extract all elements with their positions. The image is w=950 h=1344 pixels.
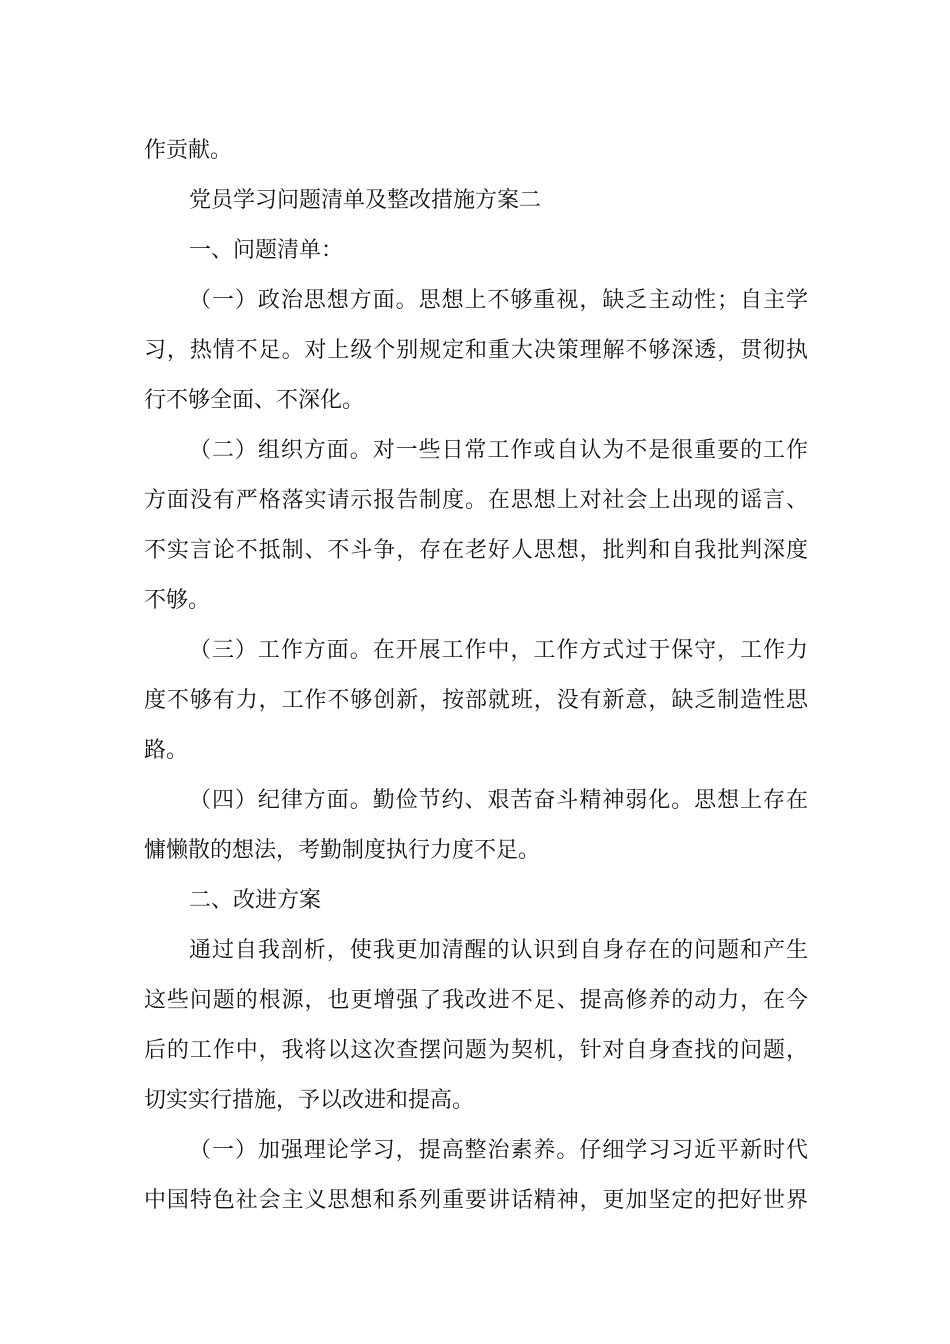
text-line-7: （二）组织方面。对一些日常工作或自认为不是很重要的工作 (189, 438, 808, 463)
text-line-12: 度不够有力，工作不够创新，按部就班，没有新意，缺乏制造性思 (144, 688, 808, 713)
text-line-14: （四）纪律方面。勤俭节约、艰苦奋斗精神弱化。思想上存在 (189, 788, 808, 813)
text-line-22: 中国特色社会主义思想和系列重要讲话精神，更加坚定的把好世界 (144, 1188, 808, 1213)
heading-improvement-plan: 二、改进方案 (189, 888, 322, 913)
text-line-8: 方面没有严格落实请示报告制度。在思想上对社会上出现的谣言、 (144, 488, 808, 513)
text-line-20: 切实实行措施，予以改进和提高。 (144, 1088, 475, 1113)
text-line-9: 不实言论不抵制、不斗争，存在老好人思想，批判和自我批判深度 (144, 538, 808, 563)
text-line-5: 习，热情不足。对上级个别规定和重大决策理解不够深透，贯彻执 (144, 338, 808, 363)
section-title: 党员学习问题清单及整改措施方案二 (189, 188, 542, 213)
heading-problem-list: 一、问题清单： (189, 238, 344, 263)
text-line-17: 通过自我剖析，使我更加清醒的认识到自身存在的问题和产生 (189, 938, 808, 963)
text-line-10: 不够。 (144, 588, 211, 613)
text-line-15: 慵懒散的想法，考勤制度执行力度不足。 (144, 838, 541, 863)
text-line-19: 后的工作中，我将以这次查摆问题为契机，针对自身查找的问题， (144, 1038, 808, 1063)
text-line-13: 路。 (144, 738, 189, 763)
text-line-4: （一）政治思想方面。思想上不够重视，缺乏主动性；自主学 (189, 288, 808, 313)
text-line-1: 作贡献。 (144, 138, 233, 163)
text-line-21: （一）加强理论学习，提高整治素养。仔细学习习近平新时代 (189, 1138, 808, 1163)
text-line-18: 这些问题的根源，也更增强了我改进不足、提高修养的动力，在今 (144, 988, 808, 1013)
text-line-6: 行不够全面、不深化。 (144, 388, 365, 413)
text-line-11: （三）工作方面。在开展工作中，工作方式过于保守，工作力 (189, 638, 808, 663)
